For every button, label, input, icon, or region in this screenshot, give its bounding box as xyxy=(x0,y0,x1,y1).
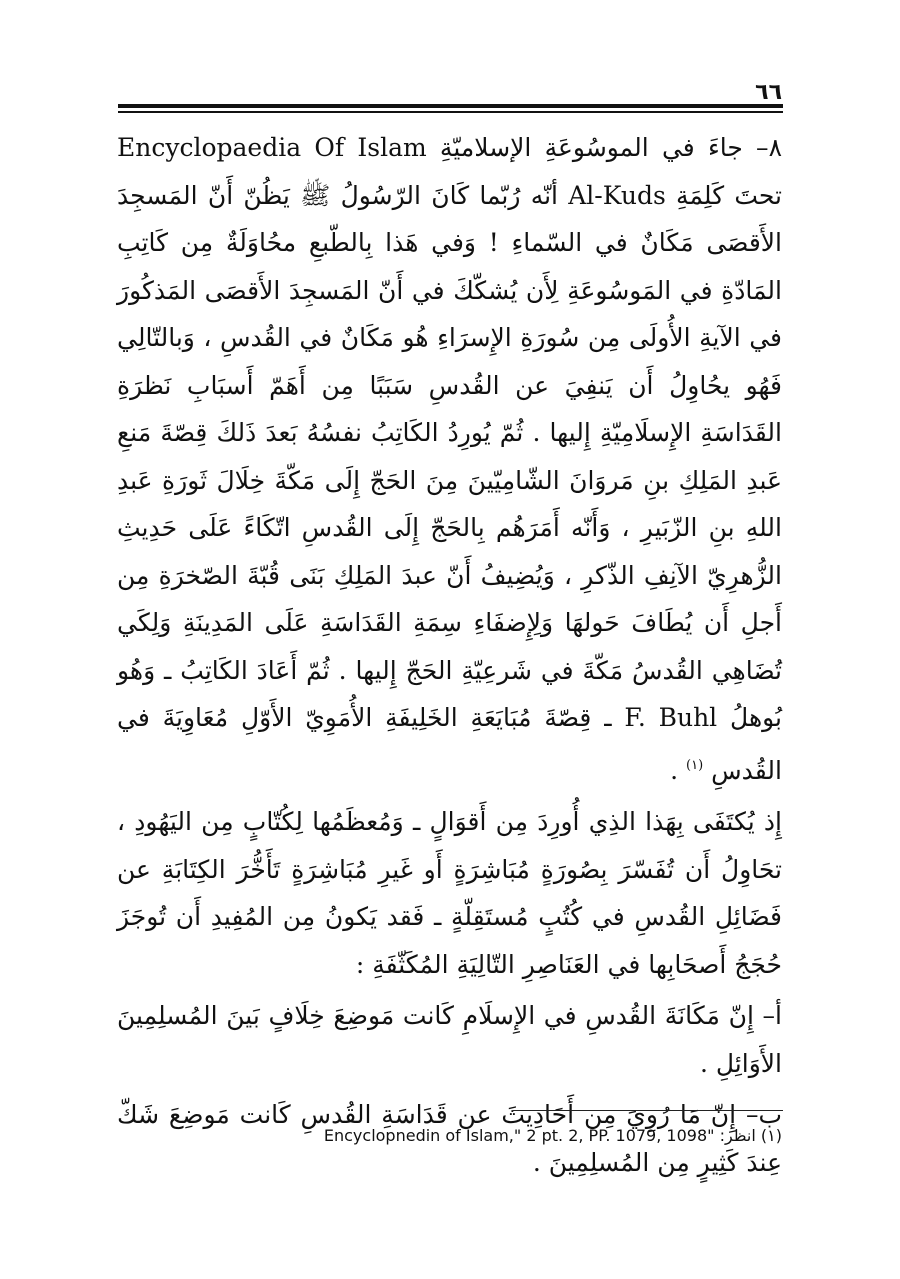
page-number: ٦٦ xyxy=(755,80,782,105)
footnote-reference: (١) xyxy=(686,757,704,773)
footnote-marker: (١) xyxy=(760,1126,782,1145)
paragraph-2: إِذ يُكتَفَى بِهَذا الذِي أُورِدَ مِن أَقوَالٍ ـ وَمُعظَمُها لِكُتّابٍ مِن اليَهُودِ ، تحَاوِلُ أَن تُفَسّرَ بِصُورَةٍ مُبَاشِرَةٍ أَو غَيرِ مُبَاشِرَةٍ تَأَخُّرَ الكِتَابَةِ عن فَضَائِلِ القُدسِ في كُتُبٍ مُستَقِلّةٍ ـ فَقد يَكونُ مِن المُفِيدِ أَن تُوجَزَ حُجَجُ أَصحَابِها في العَنَاصِرِ التّالِيَةِ المُكَثّفَةِ : xyxy=(117,807,782,979)
header-double-rule xyxy=(118,104,783,111)
list-item-a: أ– إِنّ مَكَانَةَ القُدسِ في الإِسلَامِ كَانت مَوضِعَ خِلَافٍ بَينَ المُسلِمِينَ الأَوَائِلِ . xyxy=(117,1001,782,1078)
paragraph-1 xyxy=(117,124,782,794)
paragraph-1-end: . xyxy=(670,755,679,785)
list-item-b: ب– إِنّ مَا رُوِيَ مِن أَحَادِيثَ عن قَدَاسَةِ القُدسِ كَانت مَوضِعَ شَكّ عِندَ كَثِيرٍ مِن المُسلِمِينَ . xyxy=(117,1100,782,1177)
footnote-text: انظر: "Encyclopnedin of Islam," 2 pt. 2, PP. 1079, 1098 xyxy=(323,1126,756,1145)
main-text xyxy=(117,124,782,1186)
footnote xyxy=(117,1124,782,1148)
footnote-separator xyxy=(513,1110,783,1111)
paragraph-1-text: ٨– جاءَ في الموسُوعَةِ الإسلاميّةِ Encyclopaedia Of Islam تحتَ كَلِمَةِ Al-Kuds أنّه رُبّما كَانَ الرّسُولُ ﷺ يَظُنّ أَنّ المَسجِدَ الأَقصَى مَكَانٌ في السّماءِ ! وَفي هَذا بِالطّبعِ محُاوَلَةٌ مِن كَاتِبِ المَادّةِ في المَوسُوعَةِ لِأَن يُشكّكَ في أَنّ المَسجِدَ الأَقصَى المَذكُورَ في الآيةِ الأُولَى مِن سُورَةِ الإِسرَاءِ هُو مَكَانٌ في القُدسِ ، وَبالتّالِي فَهُو يحُاوِلُ أَن يَنفِيَ عن القُدسِ سَبَبًا مِن أَهَمّ أَسبَابِ نَظرَةِ القَدَاسَةِ الإِسلَامِيّةِ إِليها . ثُمّ يُورِدُ الكَاتِبُ نفسُهُ بَعدَ ذَلكَ قِصّةَ مَنعِ عَبدِ المَلِكِ بنِ مَروَانَ الشّامِيّينَ مِنَ الحَجّ إِلَى مَكّةَ خِلَالَ ثَورَةِ عَبدِ اللهِ بنِ الزّبَيرِ ، وَأَنّه أَمَرَهُم بِالحَجّ إِلَى القُدسِ اتّكَاءً عَلَى حَدِيثِ الزُّهرِيّ الآنِفِ الذّكرِ ، وَيُضِيفُ أَنّ عبدَ المَلِكِ بَنَى قُبّةَ الصّخرَةِ مِن أَجلِ أَن يُطَافَ حَولهَا وَلِإِضفَاءِ سِمَةِ القَدَاسَةِ عَلَى المَدِينَةِ وَلِكَي تُضَاهِي القُدسُ مَكّةَ في شَرعِيّةِ الحَجّ إِليها . ثُمّ أَعَادَ الكَاتِبُ ـ وَهُو بُوهلُ F. Buhl ـ قِصّةَ مُبَايَعَةِ الخَلِيفَةِ الأُمَوِيّ الأَوّلِ مُعَاوِيَةَ في القُدسِ xyxy=(117,133,783,785)
